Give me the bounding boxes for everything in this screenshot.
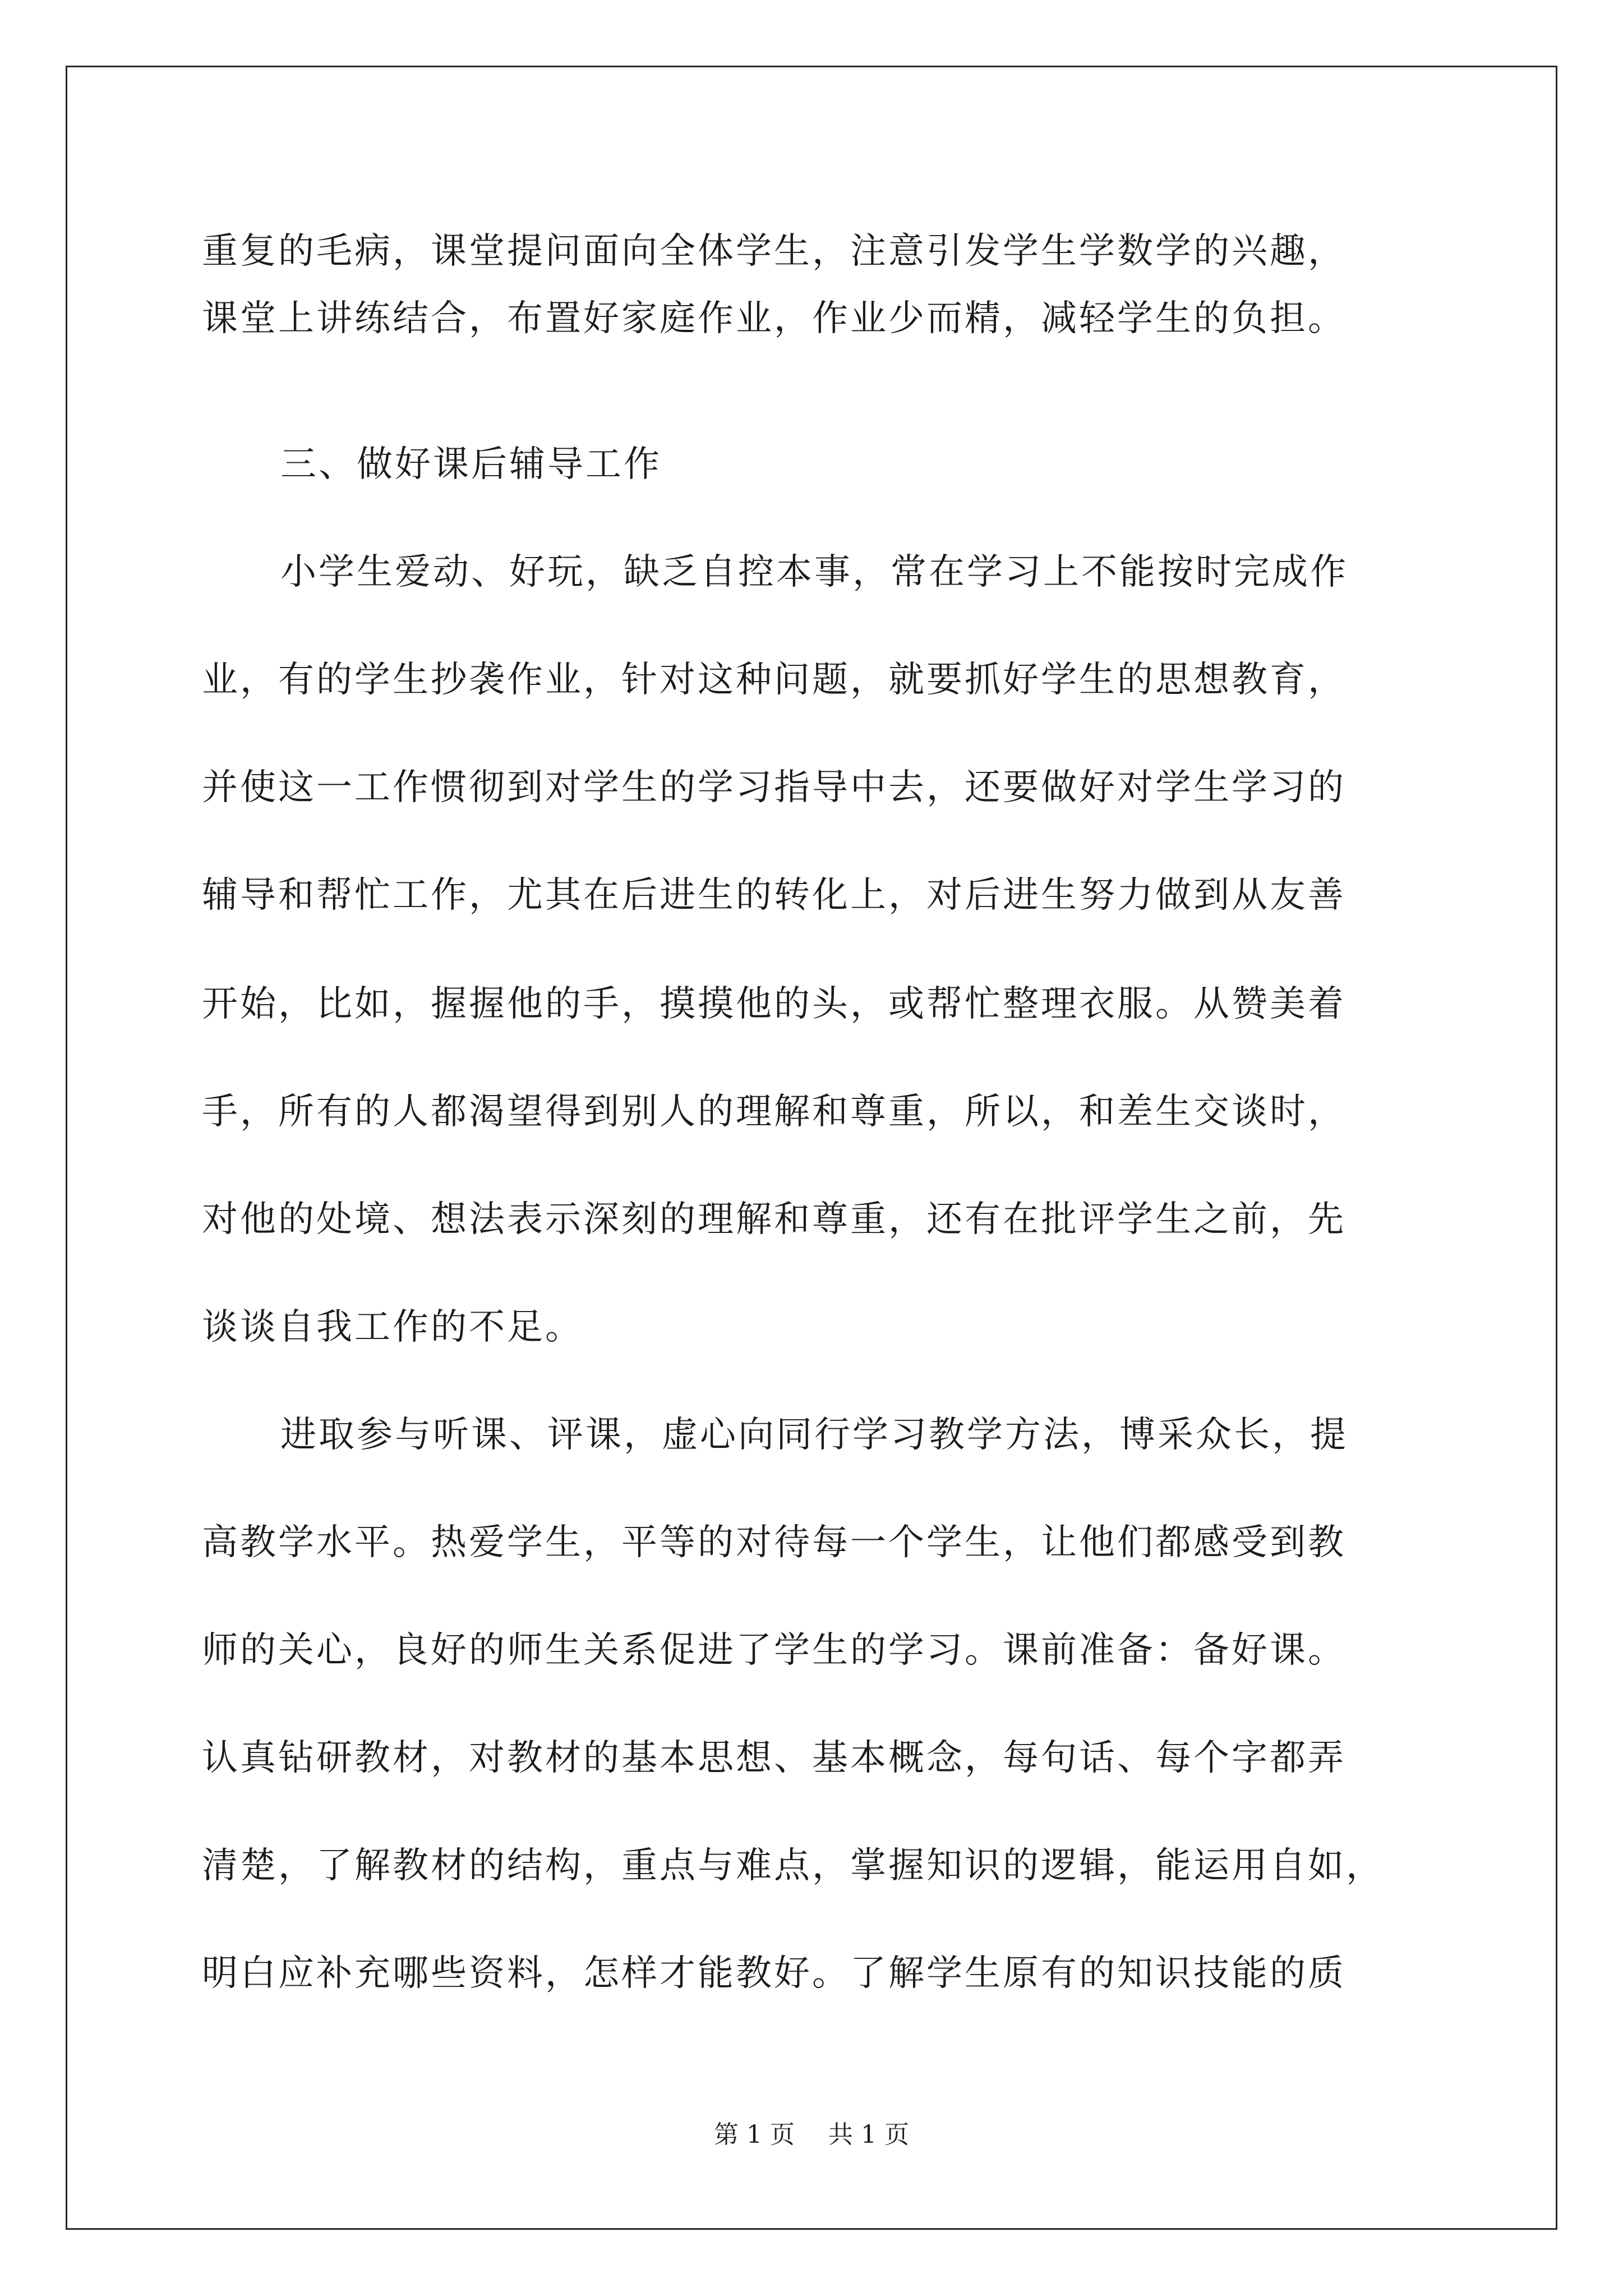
page-footer [0, 2119, 1623, 2151]
text-line: 明白应补充哪些资料，怎样才能教好。了解学生原有的知识技能的质 [202, 1953, 1346, 1994]
text-line: 并使这一工作惯彻到对学生的学习指导中去，还要做好对学生学习的 [202, 767, 1346, 808]
text-line: 清楚，了解教材的结构，重点与难点，掌握知识的逻辑，能运用自如， [202, 1845, 1384, 1887]
text-line: 业，有的学生抄袭作业，针对这种问题，就要抓好学生的思想教育， [202, 659, 1346, 701]
text-line: 辅导和帮忙工作，尤其在后进生的转化上，对后进生努力做到从友善 [202, 875, 1346, 916]
text-line: 开始，比如，握握他的手，摸摸他的头，或帮忙整理衣服。从赞美着 [202, 983, 1346, 1025]
text-line: 课堂上讲练结合，布置好家庭作业，作业少而精，减轻学生的负担。 [202, 298, 1346, 339]
page-total: 共 1 页 [828, 2120, 909, 2149]
text-line: 谈谈自我工作的不足。 [202, 1306, 583, 1348]
page-number: 第 1 页 [714, 2120, 795, 2149]
section-heading: 三、做好课后辅导工作 [280, 444, 662, 485]
text-line: 高教学水平。热爱学生，平等的对待每一个学生，让他们都感受到教 [202, 1522, 1346, 1563]
text-line: 对他的处境、想法表示深刻的理解和尊重，还有在批评学生之前，先 [202, 1199, 1346, 1240]
text-line: 小学生爱动、好玩，缺乏自控本事，常在学习上不能按时完成作 [280, 551, 1348, 593]
text-line: 重复的毛病，课堂提问面向全体学生，注意引发学生学数学的兴趣， [202, 231, 1346, 272]
page-border [66, 66, 1557, 2230]
text-line: 进取参与听课、评课，虚心向同行学习教学方法，博采众长，提 [280, 1414, 1348, 1456]
text-line: 师的关心，良好的师生关系促进了学生的学习。课前准备：备好课。 [202, 1630, 1346, 1671]
text-line: 认真钻研教材，对教材的基本思想、基本概念，每句话、每个字都弄 [202, 1737, 1346, 1779]
text-line: 手，所有的人都渴望得到别人的理解和尊重，所以，和差生交谈时， [202, 1091, 1346, 1133]
